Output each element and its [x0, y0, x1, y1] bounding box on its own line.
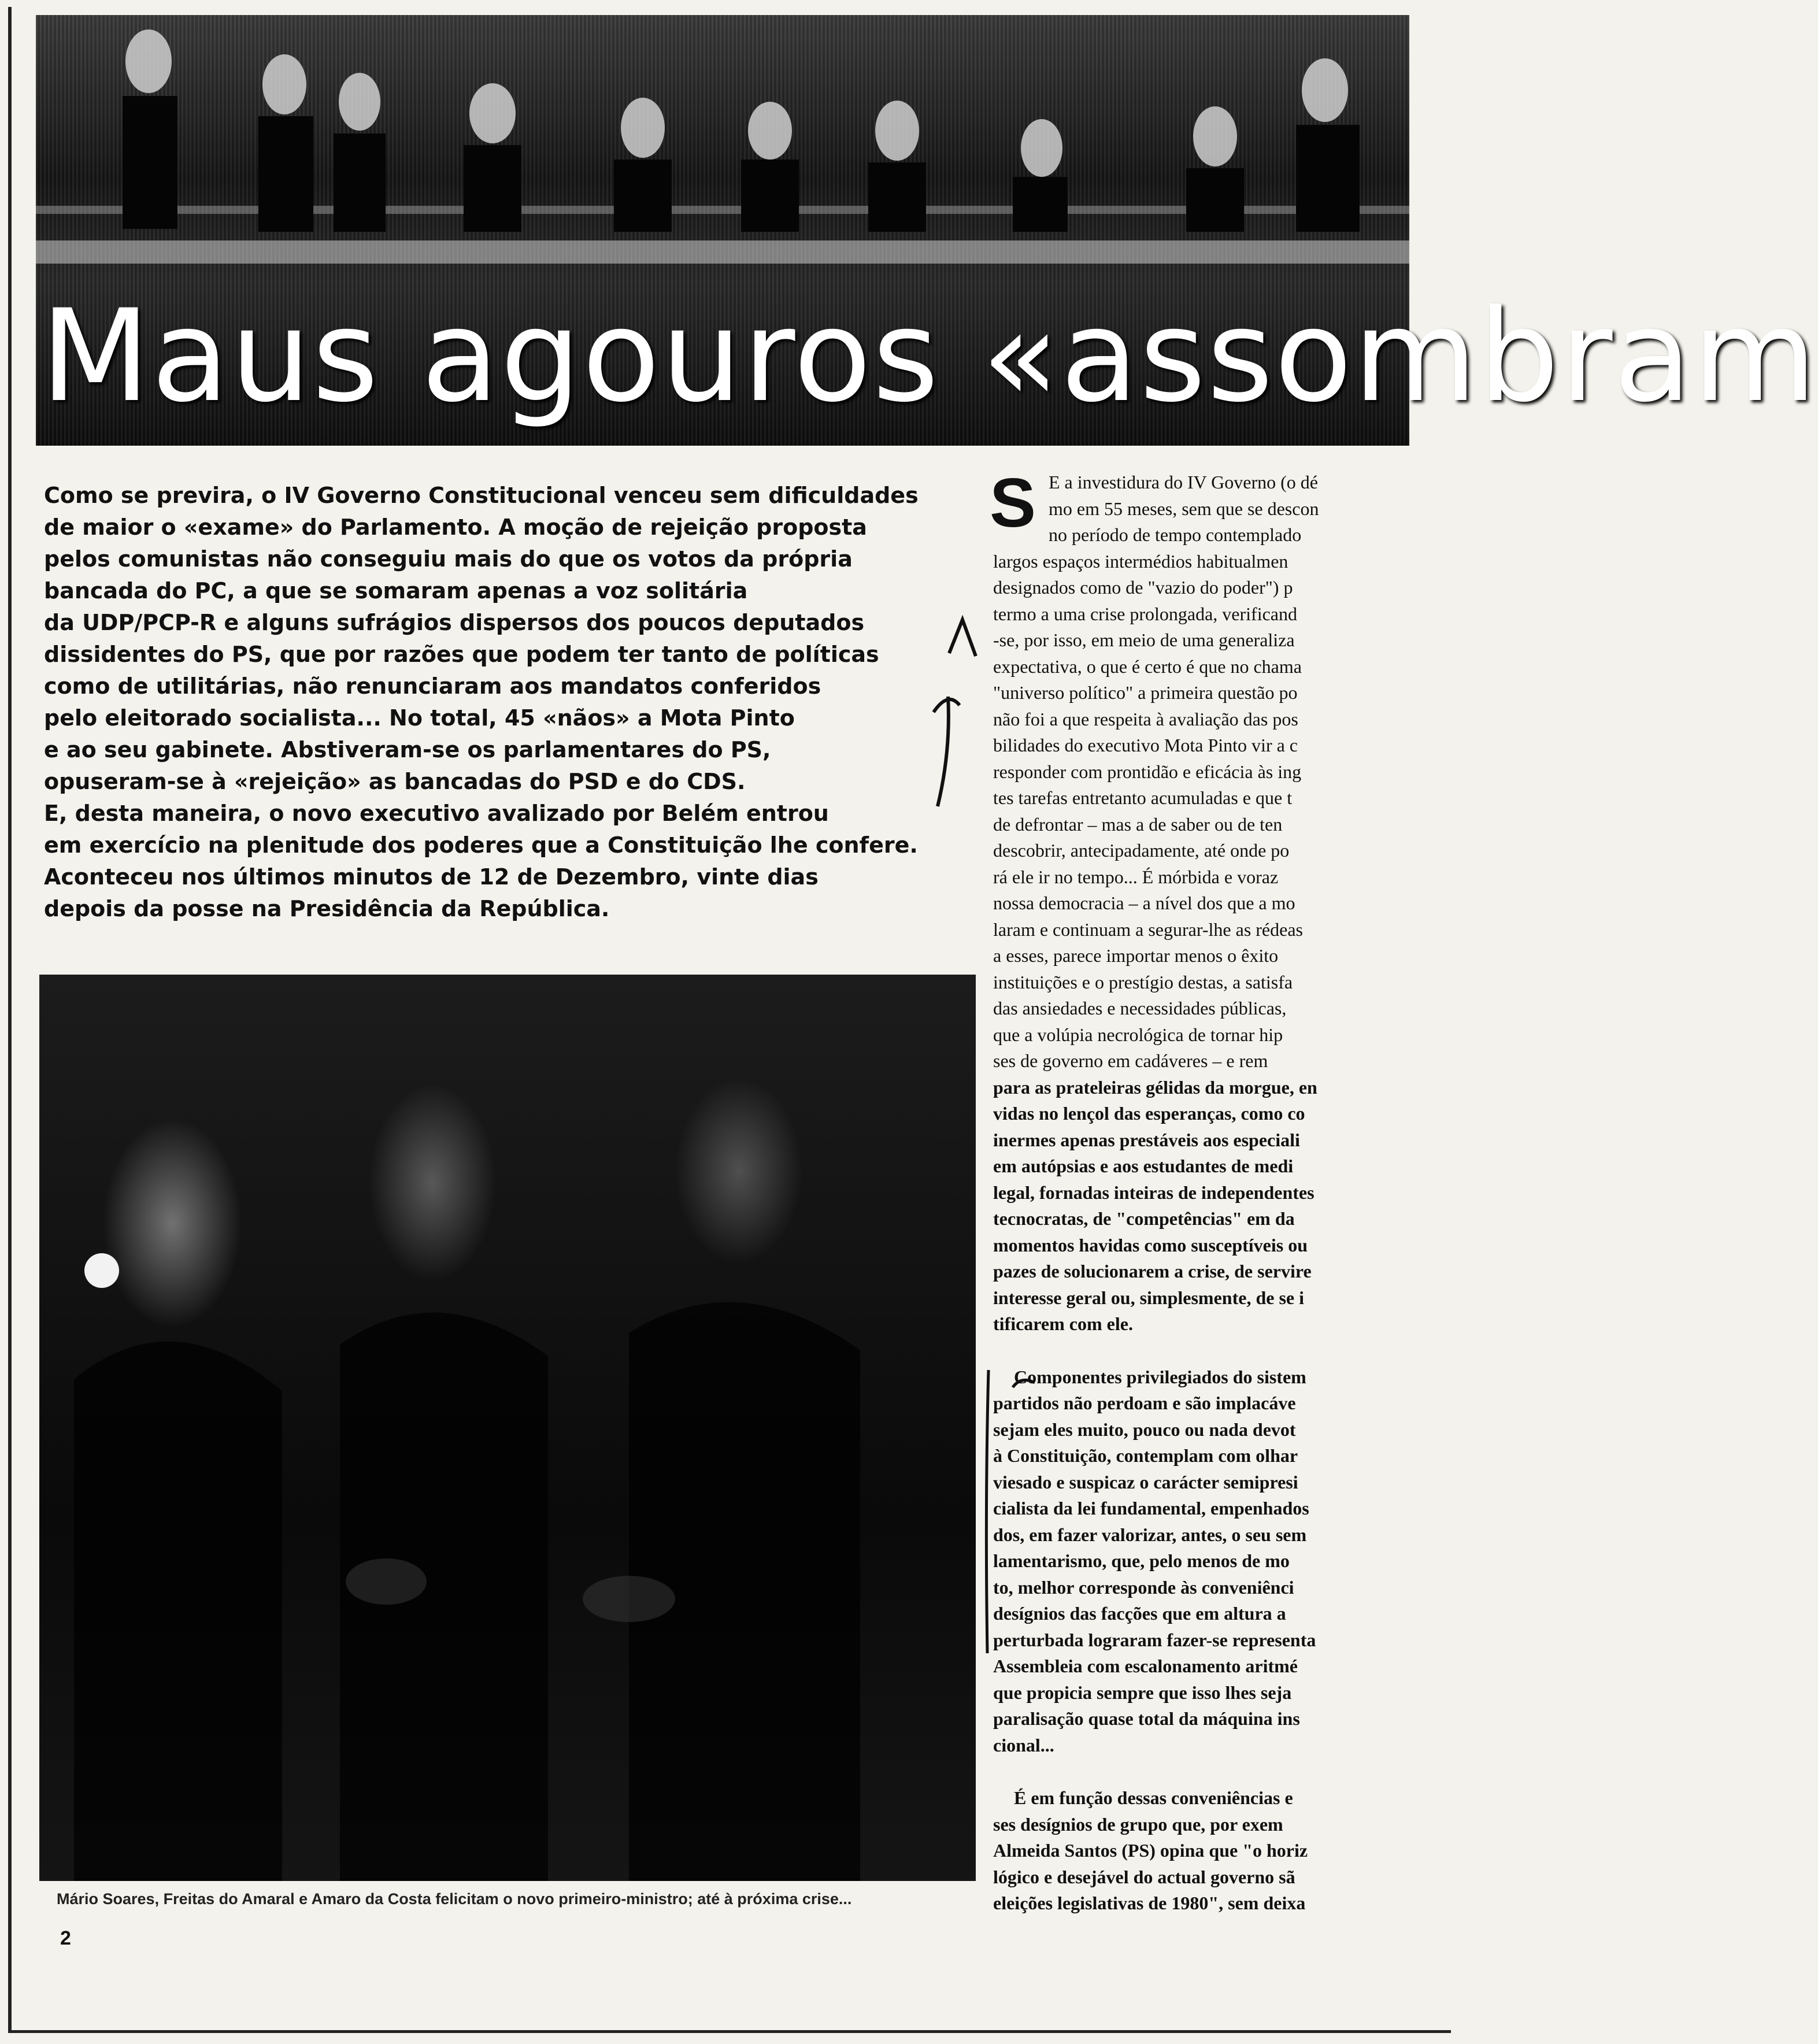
margin-line-mark: [986, 1370, 988, 1653]
body-line: inermes apenas prestáveis aos especiali: [993, 1129, 1300, 1150]
headline: Maus agouros «assombram: [40, 282, 1818, 430]
body-line: pazes de solucionarem a crise, de servire: [993, 1261, 1312, 1282]
body-line: momentos havidas como susceptíveis ou: [993, 1234, 1308, 1256]
body-line: ses desígnios de grupo que, por exem: [993, 1813, 1283, 1835]
drop-cap: S: [990, 464, 1036, 542]
body-line: bilidades do executivo Mota Pinto vir a c: [993, 735, 1298, 756]
body-line: vidas no lençol das esperanças, como co: [993, 1103, 1305, 1124]
body-line: cialista da lei fundamental, empenhados: [993, 1498, 1309, 1519]
body-line: tificarem com ele.: [993, 1313, 1133, 1334]
body-line: sejam eles muito, pouco ou nada devot: [993, 1419, 1296, 1440]
body-line: "universo político" a primeira questão po: [993, 682, 1298, 703]
body-line: mo em 55 meses, sem que se descon: [1049, 498, 1319, 519]
body-line: expectativa, o que é certo é que no chama: [993, 656, 1302, 677]
body-line: tes tarefas entretanto acumuladas e que t: [993, 787, 1293, 808]
body-line: partidos não perdoam e são implacáve: [993, 1393, 1296, 1413]
body-line: de defrontar – mas a de saber ou de ten: [993, 813, 1283, 835]
lead-line: depois da posse na Presidência da República.: [44, 896, 610, 921]
body-line: -se, por isso, em meio de uma generaliza: [993, 630, 1295, 650]
page-number: 2: [60, 1927, 71, 1949]
body-line: desígnios das facções que em altura a: [993, 1603, 1286, 1624]
underline-mark: [1013, 1380, 1035, 1388]
body-line: Componentes privilegiados do sistem: [1014, 1366, 1306, 1387]
body-line: responder com prontidão e eficácia às ing: [993, 761, 1302, 782]
body-line: paralisação quase total da máquina ins: [993, 1708, 1300, 1729]
photo-caption: Mário Soares, Freitas do Amaral e Amaro da Costa felicitam o novo primeiro-ministro; até à próxima crise...: [57, 1890, 852, 1908]
body-line: to, melhor corresponde às conveniênci: [993, 1576, 1294, 1598]
body-line: das ansiedades e necessidades públicas,: [993, 998, 1287, 1019]
body-line: laram e continuam a segurar-lhe as rédeas: [993, 919, 1303, 940]
lead-line: de maior o «exame» do Parlamento. A moção de rejeição proposta: [44, 514, 867, 540]
body-line: instituições e o prestígio destas, a satisfa: [993, 971, 1293, 993]
body-line: lamentarismo, que, pelo menos de mo: [993, 1550, 1290, 1571]
lead-line: e ao seu gabinete. Abstiveram-se os parlamentares do PS,: [44, 737, 771, 762]
lead-line: da UDP/PCP-R e alguns sufrágios dispersos dos poucos deputados: [44, 610, 865, 635]
lead-line: em exercício na plenitude dos poderes que a Constituição lhe confere.: [44, 832, 918, 858]
body-line: designados como de "vazio do poder") p: [993, 577, 1293, 598]
lead-line: pelo eleitorado socialista... No total, 45 «nãos» a Mota Pinto: [44, 705, 795, 731]
body-line: no período de tempo contemplado: [1049, 524, 1302, 545]
lead-line: dissidentes do PS, que por razões que podem ter tanto de políticas: [44, 642, 879, 667]
lead-line: E, desta maneira, o novo executivo avalizado por Belém entrou: [44, 801, 829, 826]
body-line: descobrir, antecipadamente, até onde po: [993, 840, 1290, 861]
lead-line: pelos comunistas não conseguiu mais do que os votos da própria: [44, 546, 853, 572]
body-line: largos espaços intermédios habitualmen: [993, 550, 1288, 572]
lead-line: bancada do PC, a que se somaram apenas a voz solitária: [44, 578, 748, 603]
body-line: E a investidura do IV Governo (o dé: [1049, 472, 1318, 493]
body-line: É em função dessas conveniências e: [1014, 1787, 1293, 1808]
body-line: Assembleia com escalonamento aritmé: [993, 1656, 1298, 1676]
body-line: Almeida Santos (PS) opina que "o horiz: [993, 1840, 1308, 1861]
body-line: que a volúpia necrológica de tornar hip: [993, 1024, 1283, 1045]
body-line: em autópsias e aos estudantes de medi: [993, 1156, 1294, 1176]
body-line: não foi a que respeita à avaliação das pos: [993, 708, 1298, 730]
body-line: lógico e desejável do actual governo sã: [993, 1866, 1295, 1887]
lead-line: Como se previra, o IV Governo Constitucional venceu sem dificuldades: [44, 483, 919, 508]
body-line: termo a uma crise prolongada, verificand: [993, 603, 1297, 624]
body-line: eleições legislativas de 1980", sem deixa: [993, 1893, 1306, 1913]
lead-line: opuseram-se à «rejeição» as bancadas do PSD e do CDS.: [44, 769, 746, 794]
body-line: cional...: [993, 1734, 1054, 1756]
body-line: à Constituição, contemplam com olhar: [993, 1445, 1298, 1466]
lead-line: Aconteceu nos últimos minutos de 12 de Dezembro, vinte dias: [44, 864, 819, 890]
body-line: que propicia sempre que isso lhes seja: [993, 1682, 1292, 1703]
body-line: ses de governo em cadáveres – e rem: [993, 1050, 1268, 1071]
caret-mark: [949, 620, 976, 656]
body-line: legal, fornadas inteiras de independentes: [993, 1182, 1315, 1203]
body-line: a esses, parece importar menos o êxito: [993, 945, 1279, 966]
arrow-mark: [934, 697, 960, 806]
body-line: nossa democracia – a nível dos que a mo: [993, 893, 1295, 913]
lead-line: como de utilitárias, não renunciaram aos mandatos conferidos: [44, 673, 821, 699]
body-line: para as prateleiras gélidas da morgue, en: [993, 1076, 1317, 1098]
body-line: dos, em fazer valorizar, antes, o seu sem: [993, 1524, 1307, 1545]
body-line: viesado e suspicaz o carácter semipresi: [993, 1471, 1298, 1493]
body-line: perturbada lograram fazer-se representa: [993, 1629, 1316, 1650]
body-line: tecnocratas, de "competências" em da: [993, 1208, 1295, 1229]
body-line: interesse geral ou, simplesmente, de se i: [993, 1287, 1304, 1308]
body-line: rá ele ir no tempo... É mórbida e voraz: [993, 866, 1279, 887]
